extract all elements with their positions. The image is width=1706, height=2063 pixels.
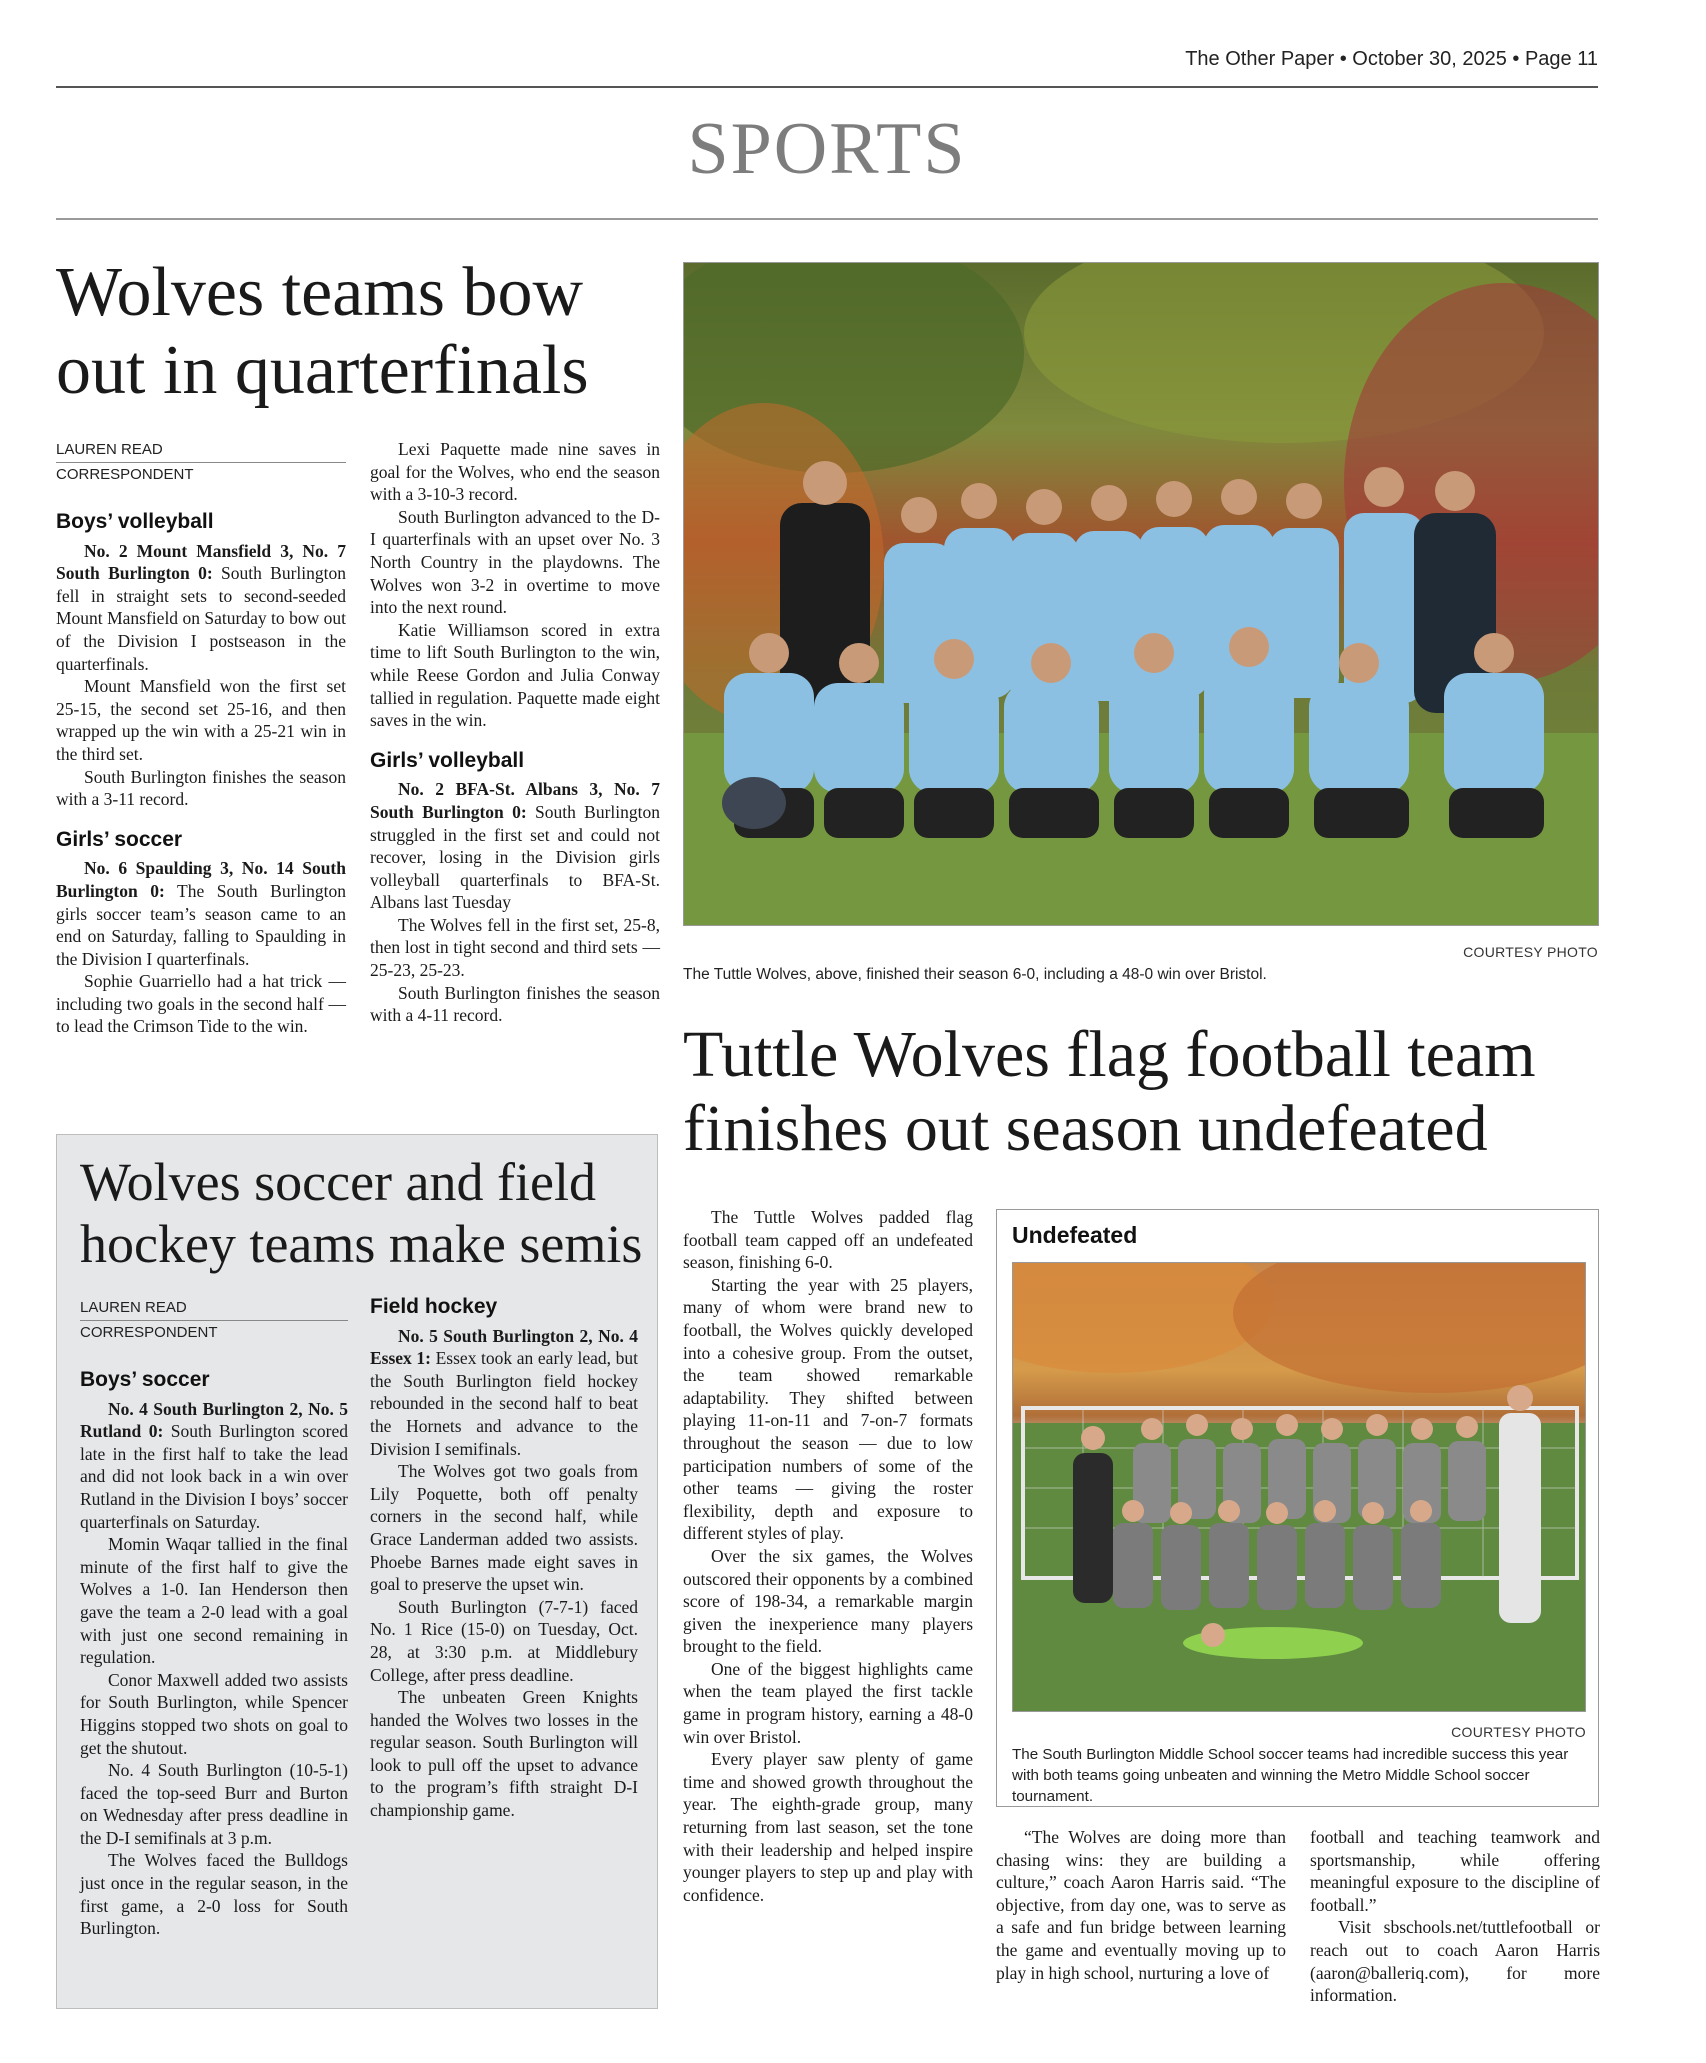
paragraph: Katie Williamson scored in extra time to lift South Burlington to the win, while Reese Gordon and Julia Conway tallied in regulation. Paquette made eight saves in the win. xyxy=(370,619,660,731)
byline-role: CORRESPONDENT xyxy=(80,1324,218,1341)
section-rule xyxy=(56,218,1598,220)
result-line: No. 2 BFA-St. Albans 3, No. 7 South Burlington 0: xyxy=(370,779,660,822)
photo-credit: COURTESY PHOTO xyxy=(1463,944,1598,960)
paragraph: “The Wolves are doing more than chasing wins: they are building a culture,” coach Aaron Harris said. “The objective, from day one, was to serve as a safe and fun bridge between learning the game and eventually moving up to play in high school, nurturing a love of xyxy=(996,1827,1286,1983)
paragraph-text: South Burlington scored late in the first half to take the lead and did not look back in a win over Rutland in the Division I boys’ soccer quarterfinals on Saturday. xyxy=(80,1421,349,1532)
result-line: No. 5 South Burlington 2, No. 4 Essex 1: xyxy=(370,1325,638,1369)
paragraph: Lexi Paquette made nine saves in goal for the Wolves, who end the season with a 3-10-3 record. xyxy=(370,439,660,505)
paragraph: Starting the year with 25 players, many of whom were brand new to football, the Wolves quickly developed into a cohesive group. From the outset, the team showed remarkable adaptability. They shifted between playing 11-on-11 and 7-on-7 formats throughout the season — due to low participation numbers of some of the other teams — giving the roster flexibility, depth and exposure to different styles of play. xyxy=(683,1274,973,1544)
story2-headline: Wolves soccer and field hockey teams make semis xyxy=(80,1152,643,1274)
story1-byline xyxy=(56,438,346,487)
paragraph: Sophie Guarriello had a hat trick — including two goals in the second half — to lead the Crimson Tide to the win. xyxy=(56,971,346,1037)
story2-column-2 xyxy=(370,1296,638,1822)
paragraph: South Burlington advanced to the D-I quarterfinals with an upset over No. 3 North Country in the playdowns. The Wolves won 3-2 in overtime to move into the next round. xyxy=(370,506,660,618)
football-team-photo xyxy=(683,262,1599,926)
paragraph: Over the six games, the Wolves outscored their opponents by a combined score of 198-34, a remarkable margin given the inexperience many players brought to the field. xyxy=(683,1545,973,1657)
subhead-girls-soccer: Girls’ soccer xyxy=(56,827,183,851)
paragraph: Every player saw plenty of game time and showed growth throughout the year. The eighth-grade group, many returning from last season, set the tone with their leadership and helped inspire younger players to step up and play with confidence. xyxy=(683,1749,973,1905)
masthead: The Other Paper • October 30, 2025 • Page 11 xyxy=(1185,48,1598,70)
paragraph: South Burlington (7-7-1) faced No. 1 Rice (15-0) on Tuesday, Oct. 28, at 3:30 p.m. at Middlebury College, after press deadline. xyxy=(370,1596,638,1685)
soccer-team-photo xyxy=(1012,1262,1586,1712)
result-line: No. 4 South Burlington 2, No. 5 Rutland 0: xyxy=(80,1398,348,1442)
soccer-team-photo-graphic xyxy=(1013,1263,1586,1712)
subhead-field-hockey: Field hockey xyxy=(370,1295,498,1318)
story1-headline: Wolves teams bow out in quarterfinals xyxy=(56,254,589,410)
story2-byline xyxy=(80,1296,348,1345)
paragraph xyxy=(370,1325,638,1461)
result-line: No. 2 Mount Mansfield 3, No. 7 South Burlington 0: xyxy=(56,540,346,584)
story3-column-2 xyxy=(996,1826,1286,1984)
photo-caption: The Tuttle Wolves, above, finished their season 6-0, including a 48-0 win over Bristol. xyxy=(683,966,1267,983)
paragraph: The unbeaten Green Knights handed the Wolves two losses in the regular season. South Burlington will look to pull off the upset to advance to the program’s fifth straight D-I championship game. xyxy=(370,1687,638,1821)
story3-column-3 xyxy=(1310,1826,1600,2007)
paragraph: football and teaching teamwork and sportsmanship, while offering meaningful exposure to the discipline of football.” xyxy=(1310,1827,1600,1915)
paragraph-text: The South Burlington girls soccer team’s season came to an end on Saturday, falling to Spaulding in the Division I quarterfinals. xyxy=(56,880,346,969)
paragraph: The Wolves fell in the first set, 25-8, then lost in tight second and third sets — 25-23, 25-23. xyxy=(370,914,660,981)
story3-headline: Tuttle Wolves flag football team finishes out season undefeated xyxy=(683,1018,1536,1165)
paragraph xyxy=(56,540,346,676)
paragraph xyxy=(80,1398,348,1534)
paragraph: The Tuttle Wolves padded flag football team capped off an undefeated season, finishing 6-0. xyxy=(683,1207,973,1273)
paragraph: No. 4 South Burlington (10-5-1) faced the top-seed Burr and Burton on Wednesday after press deadline in the D-I semifinals at 3 p.m. xyxy=(80,1760,348,1848)
paragraph: Mount Mansfield won the first set 25-15, the second set 25-16, and then wrapped up the win with a 25-21 win in the third set. xyxy=(56,676,346,764)
paragraph-text: Essex took an early lead, but the South Burlington field hockey rebounded in the second half to beat the Hornets and advance to the Division I semifinals. xyxy=(370,1348,638,1459)
story1-column-1 xyxy=(56,438,346,1038)
story1-column-2 xyxy=(370,438,660,1027)
paragraph: Visit sbschools.net/tuttlefootball or reach out to coach Aaron Harris (aaron@balleriq.com), for more information. xyxy=(1310,1917,1600,2006)
paragraph: South Burlington finishes the season with a 3-11 record. xyxy=(56,766,346,810)
story2-column-1 xyxy=(80,1296,348,1940)
subhead-girls-volleyball: Girls’ volleyball xyxy=(370,748,525,772)
paragraph: The Wolves got two goals from Lily Poquette, both off penalty corners in the second half, while Grace Landerman added two assists. Phoebe Barnes made eight saves in goal to preserve the upset win. xyxy=(370,1461,638,1595)
paragraph: Conor Maxwell added two assists for South Burlington, while Spencer Higgins stopped two shots on goal to get the shutout. xyxy=(80,1669,348,1758)
paragraph: One of the biggest highlights came when the team played the first tackle game in program history, earning a 48-0 win over Bristol. xyxy=(683,1658,973,1747)
infobox-title: Undefeated xyxy=(1012,1222,1138,1248)
story3-column-1 xyxy=(683,1206,973,1906)
paragraph: South Burlington finishes the season with a 4-11 record. xyxy=(370,982,660,1026)
paragraph: The Wolves faced the Bulldogs just once in the regular season, in the first game, a 2-0 loss for South Burlington. xyxy=(80,1850,348,1939)
photo-credit: COURTESY PHOTO xyxy=(1451,1724,1586,1740)
section-title: SPORTS xyxy=(687,108,967,190)
byline-role: CORRESPONDENT xyxy=(56,466,194,483)
paragraph xyxy=(56,857,346,970)
subhead-boys-volleyball: Boys’ volleyball xyxy=(56,510,214,533)
result-line: No. 6 Spaulding 3, No. 14 South Burlington 0: xyxy=(56,858,346,901)
subhead-boys-soccer: Boys’ soccer xyxy=(80,1368,210,1391)
byline-name: LAUREN READ xyxy=(56,438,346,463)
paragraph-text: South Burlington struggled in the first set and could not recover, losing in the Division girls volleyball quarterfinals to BFA-St. Albans last Tuesday xyxy=(370,801,661,913)
paragraph: Momin Waqar tallied in the final minute of the first half to give the Wolves a 1-0. Ian Henderson then gave the team a 2-0 lead with a goal with just one second remaining in regulation. xyxy=(80,1534,348,1668)
byline-name: LAUREN READ xyxy=(80,1296,348,1321)
paragraph xyxy=(370,778,660,914)
photo-caption: The South Burlington Middle School soccer teams had incredible success this year with both teams going unbeaten and winning the Metro Middle School soccer tournament. xyxy=(1012,1746,1569,1805)
paragraph-text: South Burlington fell in straight sets to second-seeded Mount Mansfield on Saturday to bow out of the Division I postseason in the quarterfinals. xyxy=(56,563,347,674)
masthead-rule xyxy=(56,86,1598,88)
football-team-photo-graphic xyxy=(684,263,1599,926)
